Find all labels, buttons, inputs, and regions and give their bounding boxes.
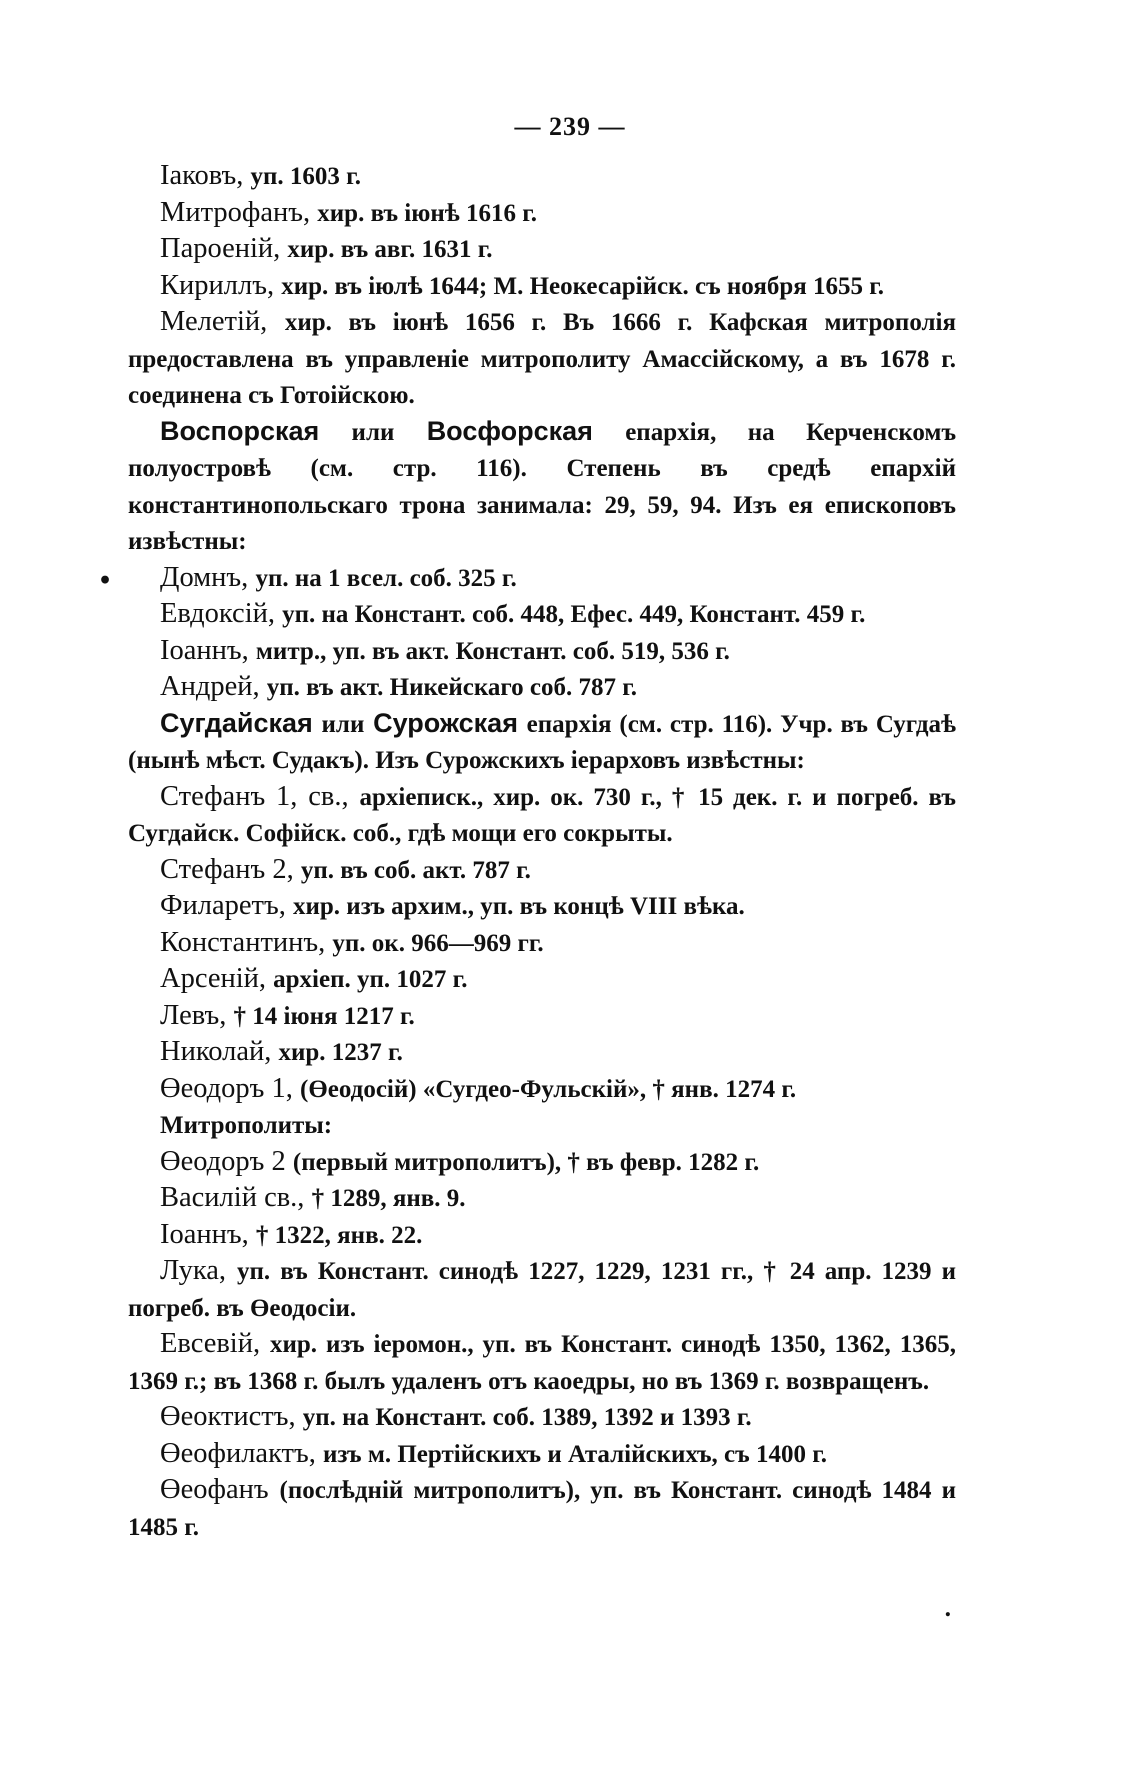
entry-evdoksiy: Евдоксій, уп. на Констант. соб. 448, Ефес. 449, Констант. 459 г. xyxy=(160,598,866,629)
entry-stefan-2: Стефанъ 2, уп. въ соб. акт. 787 г. xyxy=(160,853,531,885)
entry-ioann-vosp: Іоаннъ, митр., уп. въ акт. Констант. соб. 519, 536 г. xyxy=(160,634,730,666)
entry-mitrofan: Митрофанъ, хир. въ іюнѣ 1616 г. xyxy=(160,196,538,228)
page-number: — 239 — xyxy=(514,112,626,141)
page-body xyxy=(128,158,956,1545)
entry-feodor-2: Өеодоръ 2 (первый митрополитъ), † въ февр. 1282 г. xyxy=(160,1145,760,1177)
entry-feofilakt: Өеофилактъ, изъ м. Пертійскихъ и Аталійскихъ, съ 1400 г. xyxy=(160,1437,828,1469)
entry-meletiy: Мелетій, хир. въ іюнѣ 1656 г. Въ 1666 г. Кафская митрополія предоставлена въ управленіе митрополиту Амассійскому, а въ 1678 г. соединена съ Готоійскою. xyxy=(128,306,956,409)
entry-feoktist: Өеоктистъ, уп. на Констант. соб. 1389, 1392 и 1393 г. xyxy=(160,1401,752,1432)
entry-parfeniy: Пароеній, хир. въ авг. 1631 г. xyxy=(160,233,493,264)
entry-feodor-1: Өеодоръ 1, (Өеодосій) «Сугдео-Фульскій», † янв. 1274 г. xyxy=(160,1072,797,1104)
section-vosporskaya: Воспорская или Восфорская епархія, на Керченскомъ полуостровѣ (см. стр. 116). Степень въ средѣ епархій константинопольскаго трона занимала: 29, 59, 94. Изъ ея епископовъ извѣстны: xyxy=(128,415,957,555)
entry-nikolay: Николай, хир. 1237 г. xyxy=(160,1036,403,1067)
entry-iakov: Іаковъ, уп. 1603 г. xyxy=(160,160,361,191)
entry-stefan-1: Стефанъ 1, св., архіеписк., хир. ок. 730 г., † 15 дек. г. и погреб. въ Сугдайск. Софійск. соб., гдѣ мощи его сокрыты. xyxy=(128,780,956,847)
entry-konstantin: Константинъ, уп. ок. 966—969 гг. xyxy=(160,926,544,958)
entry-filaret: Филаретъ, хир. изъ архим., уп. въ концѣ VIII вѣка. xyxy=(160,890,745,921)
entry-ioann-metr: Іоаннъ, † 1322, янв. 22. xyxy=(160,1218,423,1250)
entry-evseviy: Евсевій, хир. изъ іеромон., уп. въ Констант. синодѣ 1350, 1362, 1365, 1369 г.; въ 1368 г. былъ удаленъ отъ каоедры, но въ 1369 г. возвращенъ. xyxy=(128,1328,957,1395)
entry-domn: Домнъ, уп. на 1 всел. соб. 325 г. xyxy=(160,561,517,593)
margin-bullet-mark: • xyxy=(98,568,113,594)
margin-dot-mark: . xyxy=(944,1596,952,1622)
section-sugdaiskaya: Сугдайская или Сурожская епархія (см. стр. 116). Учр. въ Сугдаѣ (нынѣ мѣст. Судакъ). Изъ Сурожскихъ іерарховъ извѣстны: xyxy=(128,707,957,774)
entry-luka: Лука, уп. въ Констант. синодѣ 1227, 1229, 1231 гг., † 24 апр. 1239 и погреб. въ Өеодосіи. xyxy=(128,1255,957,1322)
entry-vasiliy: Василій св., † 1289, янв. 9. xyxy=(160,1182,466,1213)
entry-lev: Левъ, † 14 іюня 1217 г. xyxy=(160,999,415,1031)
entry-feofan: Өеофанъ (послѣдній митрополитъ), уп. въ Констант. синодѣ 1484 и 1485 г. xyxy=(128,1474,957,1541)
entry-kirill: Кириллъ, хир. въ іюлѣ 1644; М. Неокесарійск. съ ноября 1655 г. xyxy=(160,269,885,301)
entry-andrey: Андрей, уп. въ акт. Никейскаго соб. 787 г. xyxy=(160,671,638,702)
entry-arseniy: Арсеній, архіеп. уп. 1027 г. xyxy=(160,963,468,994)
metropolitans-label: Митрополиты: xyxy=(160,1112,333,1139)
